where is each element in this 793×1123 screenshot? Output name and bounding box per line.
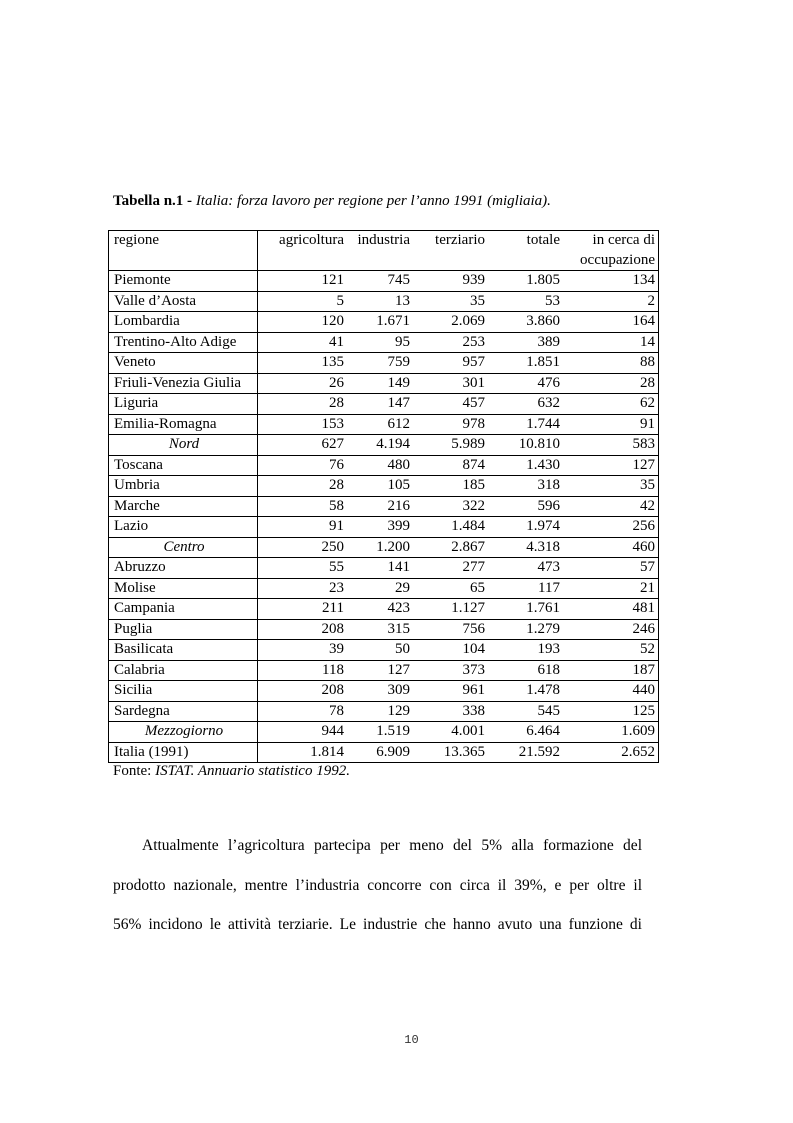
- region-cell: Calabria: [109, 660, 258, 681]
- totale-cell: 1.761: [488, 599, 563, 620]
- terziario-cell: 874: [413, 455, 488, 476]
- table-row: [109, 271, 659, 292]
- in-cerca-di-occupazione-cell: 57: [563, 558, 659, 579]
- table-subtotal-row: [109, 722, 659, 743]
- table-caption: [113, 193, 551, 210]
- terziario-cell: 4.001: [413, 722, 488, 743]
- industria-cell: 399: [347, 517, 413, 538]
- industria-cell: 759: [347, 353, 413, 374]
- in-cerca-di-occupazione-cell: 256: [563, 517, 659, 538]
- in-cerca-di-occupazione-cell: 88: [563, 353, 659, 374]
- region-cell: Piemonte: [109, 271, 258, 292]
- industria-cell: 105: [347, 476, 413, 497]
- totale-cell: 193: [488, 640, 563, 661]
- in-cerca-di-occupazione-cell: 28: [563, 373, 659, 394]
- region-cell: Sardegna: [109, 701, 258, 722]
- in-cerca-di-occupazione-cell: 2: [563, 291, 659, 312]
- table-subtotal-row: [109, 537, 659, 558]
- region-cell: Nord: [109, 435, 258, 456]
- totale-cell: 3.860: [488, 312, 563, 333]
- table-row: [109, 640, 659, 661]
- agricoltura-cell: 28: [258, 476, 348, 497]
- terziario-cell: 104: [413, 640, 488, 661]
- region-cell: Campania: [109, 599, 258, 620]
- industria-cell: 423: [347, 599, 413, 620]
- in-cerca-di-occupazione-cell: 42: [563, 496, 659, 517]
- totale-cell: 1.851: [488, 353, 563, 374]
- region-cell: Valle d’Aosta: [109, 291, 258, 312]
- totale-cell: 632: [488, 394, 563, 415]
- table-row: [109, 681, 659, 702]
- terziario-cell: 457: [413, 394, 488, 415]
- totale-cell: 473: [488, 558, 563, 579]
- header-in-cerca-di-occupazione: [563, 231, 659, 271]
- in-cerca-di-occupazione-cell: 2.652: [563, 742, 659, 763]
- region-cell: Veneto: [109, 353, 258, 374]
- table-row: [109, 414, 659, 435]
- table-row: [109, 373, 659, 394]
- in-cerca-di-occupazione-cell: 125: [563, 701, 659, 722]
- caption-label: Tabella n.1 -: [113, 193, 193, 209]
- body-text-line: Attualmente l’agricoltura partecipa per meno del 5% alla formazione del: [142, 837, 642, 854]
- terziario-cell: 2.069: [413, 312, 488, 333]
- totale-cell: 1.279: [488, 619, 563, 640]
- region-cell: Molise: [109, 578, 258, 599]
- agricoltura-cell: 121: [258, 271, 348, 292]
- terziario-cell: 957: [413, 353, 488, 374]
- table-row: [109, 496, 659, 517]
- industria-cell: 612: [347, 414, 413, 435]
- agricoltura-cell: 211: [258, 599, 348, 620]
- source-text: ISTAT. Annuario statistico 1992.: [155, 763, 350, 779]
- industria-cell: 141: [347, 558, 413, 579]
- table-row: [109, 353, 659, 374]
- industria-cell: 129: [347, 701, 413, 722]
- agricoltura-cell: 76: [258, 455, 348, 476]
- terziario-cell: 756: [413, 619, 488, 640]
- agricoltura-cell: 23: [258, 578, 348, 599]
- table-row: [109, 701, 659, 722]
- header-regione: regione: [109, 231, 258, 271]
- table-header-row: [109, 231, 659, 271]
- terziario-cell: 1.127: [413, 599, 488, 620]
- table-row: [109, 578, 659, 599]
- in-cerca-di-occupazione-cell: 127: [563, 455, 659, 476]
- totale-cell: 1.974: [488, 517, 563, 538]
- table-row: [109, 332, 659, 353]
- source-label: Fonte:: [113, 763, 152, 779]
- terziario-cell: 65: [413, 578, 488, 599]
- table-row: [109, 455, 659, 476]
- terziario-cell: 13.365: [413, 742, 488, 763]
- terziario-cell: 1.484: [413, 517, 488, 538]
- in-cerca-di-occupazione-cell: 134: [563, 271, 659, 292]
- industria-cell: 216: [347, 496, 413, 517]
- caption-title: Italia: forza lavoro per regione per l’anno 1991 (migliaia).: [195, 193, 551, 209]
- totale-cell: 117: [488, 578, 563, 599]
- totale-cell: 389: [488, 332, 563, 353]
- terziario-cell: 373: [413, 660, 488, 681]
- in-cerca-di-occupazione-cell: 481: [563, 599, 659, 620]
- table-row: [109, 476, 659, 497]
- table-row: [109, 517, 659, 538]
- agricoltura-cell: 627: [258, 435, 348, 456]
- terziario-cell: 35: [413, 291, 488, 312]
- in-cerca-di-occupazione-cell: 460: [563, 537, 659, 558]
- table-source: [113, 763, 350, 780]
- region-cell: Centro: [109, 537, 258, 558]
- region-cell: Marche: [109, 496, 258, 517]
- agricoltura-cell: 944: [258, 722, 348, 743]
- industria-cell: 315: [347, 619, 413, 640]
- in-cerca-di-occupazione-cell: 52: [563, 640, 659, 661]
- agricoltura-cell: 208: [258, 619, 348, 640]
- terziario-cell: 5.989: [413, 435, 488, 456]
- industria-cell: 13: [347, 291, 413, 312]
- region-cell: Italia (1991): [109, 742, 258, 763]
- agricoltura-cell: 39: [258, 640, 348, 661]
- industria-cell: 4.194: [347, 435, 413, 456]
- agricoltura-cell: 120: [258, 312, 348, 333]
- region-cell: Puglia: [109, 619, 258, 640]
- totale-cell: 6.464: [488, 722, 563, 743]
- table-row: [109, 742, 659, 763]
- table-row: [109, 394, 659, 415]
- industria-cell: 50: [347, 640, 413, 661]
- in-cerca-di-occupazione-cell: 1.609: [563, 722, 659, 743]
- totale-cell: 1.805: [488, 271, 563, 292]
- in-cerca-di-occupazione-cell: 187: [563, 660, 659, 681]
- region-cell: Emilia-Romagna: [109, 414, 258, 435]
- agricoltura-cell: 91: [258, 517, 348, 538]
- header-totale: totale: [488, 231, 563, 271]
- totale-cell: 1.744: [488, 414, 563, 435]
- region-cell: Lazio: [109, 517, 258, 538]
- region-cell: Liguria: [109, 394, 258, 415]
- totale-cell: 21.592: [488, 742, 563, 763]
- terziario-cell: 253: [413, 332, 488, 353]
- region-cell: Sicilia: [109, 681, 258, 702]
- terziario-cell: 2.867: [413, 537, 488, 558]
- agricoltura-cell: 78: [258, 701, 348, 722]
- in-cerca-di-occupazione-cell: 35: [563, 476, 659, 497]
- terziario-cell: 939: [413, 271, 488, 292]
- industria-cell: 1.671: [347, 312, 413, 333]
- totale-cell: 476: [488, 373, 563, 394]
- industria-cell: 95: [347, 332, 413, 353]
- table-row: [109, 312, 659, 333]
- agricoltura-cell: 58: [258, 496, 348, 517]
- table-row: [109, 291, 659, 312]
- header-industria: industria: [347, 231, 413, 271]
- totale-cell: 4.318: [488, 537, 563, 558]
- agricoltura-cell: 41: [258, 332, 348, 353]
- terziario-cell: 185: [413, 476, 488, 497]
- totale-cell: 1.430: [488, 455, 563, 476]
- agricoltura-cell: 208: [258, 681, 348, 702]
- table-row: [109, 660, 659, 681]
- region-cell: Basilicata: [109, 640, 258, 661]
- terziario-cell: 322: [413, 496, 488, 517]
- labour-force-table: [108, 230, 659, 763]
- terziario-cell: 978: [413, 414, 488, 435]
- industria-cell: 29: [347, 578, 413, 599]
- header-last-line-2: occupazione: [580, 251, 655, 268]
- industria-cell: 127: [347, 660, 413, 681]
- agricoltura-cell: 26: [258, 373, 348, 394]
- header-agricoltura: agricoltura: [258, 231, 348, 271]
- page-number: 10: [404, 1033, 419, 1047]
- region-cell: Friuli-Venezia Giulia: [109, 373, 258, 394]
- header-last-line-1: in cerca di: [592, 232, 655, 248]
- body-text-line: 56% incidono le attività terziarie. Le industrie che hanno avuto una funzione di: [113, 916, 642, 933]
- totale-cell: 318: [488, 476, 563, 497]
- in-cerca-di-occupazione-cell: 14: [563, 332, 659, 353]
- totale-cell: 53: [488, 291, 563, 312]
- in-cerca-di-occupazione-cell: 91: [563, 414, 659, 435]
- table-row: [109, 619, 659, 640]
- region-cell: Toscana: [109, 455, 258, 476]
- region-cell: Umbria: [109, 476, 258, 497]
- terziario-cell: 277: [413, 558, 488, 579]
- agricoltura-cell: 5: [258, 291, 348, 312]
- industria-cell: 6.909: [347, 742, 413, 763]
- agricoltura-cell: 1.814: [258, 742, 348, 763]
- terziario-cell: 301: [413, 373, 488, 394]
- industria-cell: 1.200: [347, 537, 413, 558]
- agricoltura-cell: 153: [258, 414, 348, 435]
- in-cerca-di-occupazione-cell: 583: [563, 435, 659, 456]
- region-cell: Lombardia: [109, 312, 258, 333]
- in-cerca-di-occupazione-cell: 246: [563, 619, 659, 640]
- terziario-cell: 961: [413, 681, 488, 702]
- in-cerca-di-occupazione-cell: 164: [563, 312, 659, 333]
- totale-cell: 596: [488, 496, 563, 517]
- industria-cell: 745: [347, 271, 413, 292]
- industria-cell: 309: [347, 681, 413, 702]
- region-cell: Abruzzo: [109, 558, 258, 579]
- body-text-line: prodotto nazionale, mentre l’industria concorre con circa il 39%, e per oltre il: [113, 877, 642, 894]
- in-cerca-di-occupazione-cell: 440: [563, 681, 659, 702]
- region-cell: Trentino-Alto Adige: [109, 332, 258, 353]
- agricoltura-cell: 55: [258, 558, 348, 579]
- in-cerca-di-occupazione-cell: 21: [563, 578, 659, 599]
- header-terziario: terziario: [413, 231, 488, 271]
- agricoltura-cell: 250: [258, 537, 348, 558]
- region-cell: Mezzogiorno: [109, 722, 258, 743]
- industria-cell: 480: [347, 455, 413, 476]
- agricoltura-cell: 135: [258, 353, 348, 374]
- table-subtotal-row: [109, 435, 659, 456]
- industria-cell: 147: [347, 394, 413, 415]
- table-row: [109, 558, 659, 579]
- totale-cell: 1.478: [488, 681, 563, 702]
- terziario-cell: 338: [413, 701, 488, 722]
- totale-cell: 10.810: [488, 435, 563, 456]
- totale-cell: 545: [488, 701, 563, 722]
- agricoltura-cell: 28: [258, 394, 348, 415]
- totale-cell: 618: [488, 660, 563, 681]
- agricoltura-cell: 118: [258, 660, 348, 681]
- in-cerca-di-occupazione-cell: 62: [563, 394, 659, 415]
- table-row: [109, 599, 659, 620]
- industria-cell: 149: [347, 373, 413, 394]
- industria-cell: 1.519: [347, 722, 413, 743]
